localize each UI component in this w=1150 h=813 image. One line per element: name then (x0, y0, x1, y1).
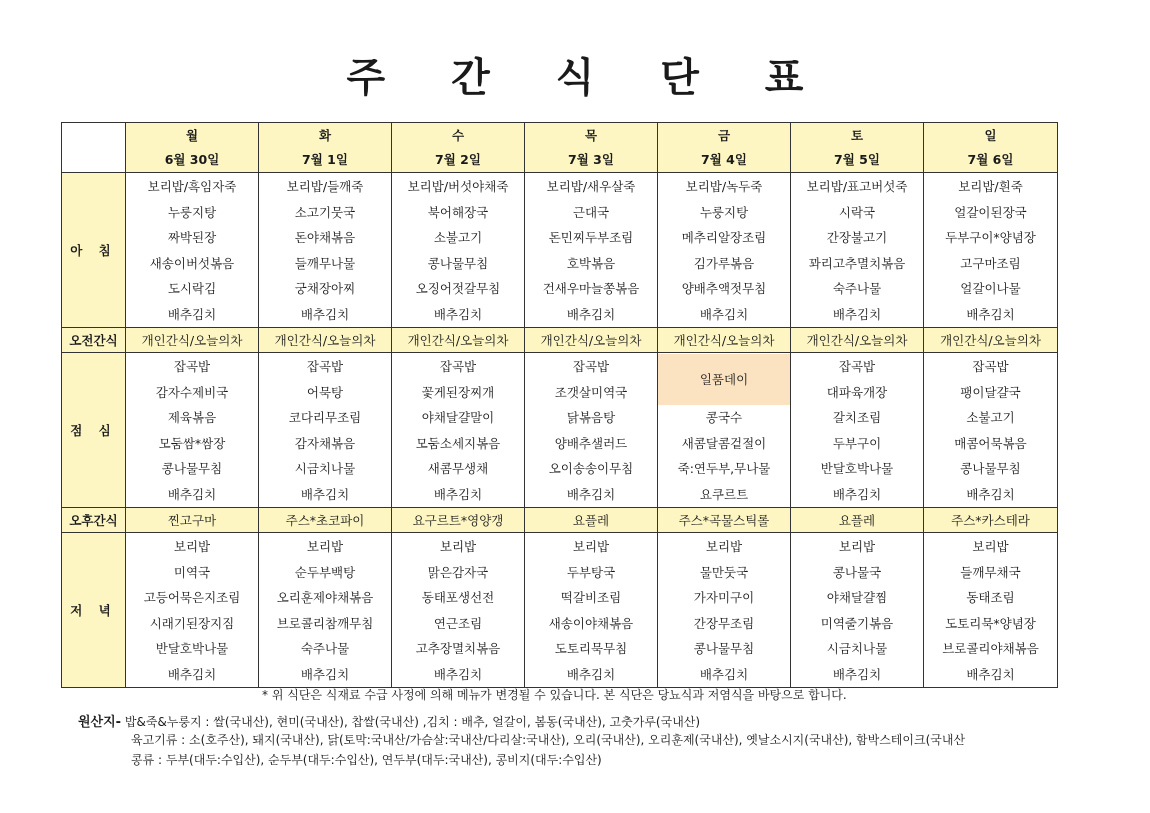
menu-item: 보리밥 (705, 539, 743, 554)
breakfast-cell (525, 173, 658, 328)
day-header (658, 123, 791, 173)
dinner-cell (658, 533, 791, 688)
menu-item: 고등어묵은지조림 (143, 590, 241, 605)
day-header (791, 123, 924, 173)
menu-item: 간장무조림 (693, 615, 755, 631)
menu-item: 브로콜리참깨무침 (276, 615, 374, 631)
dinner-row (62, 533, 1058, 688)
menu-item: 얼갈이된장국 (954, 204, 1027, 220)
menu-item: 배추김치 (966, 666, 1015, 682)
menu-item: 닭볶음탕 (566, 410, 616, 425)
menu-change-note: * 위 식단은 식재료 수급 사정에 의해 메뉴가 변경될 수 있습니다. 본 식단은 당뇨식과 저염식을 바탕으로 합니다. (262, 688, 847, 702)
breakfast-cell (658, 173, 791, 328)
breakfast-cell (126, 173, 259, 328)
menu-item: 보리밥 (439, 539, 477, 554)
day-of-week: 월 (185, 127, 199, 143)
menu-item: 감자채볶음 (294, 435, 356, 451)
menu-item: 들깨무나물 (294, 255, 356, 271)
menu-item: 보리밥 (306, 539, 344, 554)
pm-snack-row (62, 508, 1058, 533)
lunch-cell (791, 353, 924, 508)
am-snack-cell: 개인간식/오늘의차 (791, 328, 924, 353)
menu-item: 보리밥 (173, 539, 211, 554)
menu-item: 배추김치 (433, 306, 483, 322)
menu-item: 배추김치 (300, 486, 350, 502)
menu-item: 요쿠르트 (699, 486, 749, 502)
menu-item: 배추김치 (167, 306, 217, 322)
menu-item: 죽:연두부,무나물 (677, 461, 771, 476)
origin-line-1 (78, 711, 700, 730)
menu-item: 팽이달걀국 (960, 384, 1021, 400)
menu-item: 보리밥/녹두죽 (685, 179, 763, 194)
menu-item: 배추김치 (966, 306, 1015, 322)
menu-item: 숙주나물 (832, 281, 882, 296)
day-header (525, 123, 658, 173)
dinner-cell (126, 533, 259, 688)
menu-item: 반달호박나물 (155, 641, 229, 656)
lunch-cell (126, 353, 259, 508)
menu-item: 잡곡밥 (838, 359, 876, 374)
weekly-menu-table (61, 122, 1058, 688)
menu-item: 오리훈제야채볶음 (276, 590, 374, 605)
menu-item: 숙주나물 (300, 641, 350, 656)
lunch-label: 점 심 (62, 353, 126, 508)
day-of-week: 수 (451, 127, 465, 143)
menu-item: 두부구이*양념장 (945, 230, 1036, 245)
origin-beans: 콩류 : 두부(대두:수입산), 순두부(대두:수입산), 연두부(대두:국내산), 콩비지(대두:수입산) (131, 753, 602, 767)
menu-item: 맑은감자국 (427, 564, 489, 580)
menu-item: 가자미구이 (693, 590, 755, 605)
menu-item: 새송이버섯볶음 (149, 255, 235, 271)
day-date: 7월 1일 (302, 151, 348, 167)
menu-item: 배추김치 (433, 486, 483, 502)
menu-item: 조갯살미역국 (554, 384, 628, 400)
menu-item: 고추장멸치볶음 (415, 641, 501, 656)
menu-item: 콩나물무침 (427, 255, 489, 271)
menu-item: 근대국 (572, 204, 610, 220)
menu-item: 배추김치 (566, 666, 616, 682)
menu-item: 반달호박나물 (820, 461, 894, 476)
am-snack-cell: 개인간식/오늘의차 (924, 328, 1058, 353)
menu-item: 꽃게된장찌개 (421, 384, 495, 400)
menu-item: 새콤무생채 (427, 461, 489, 476)
menu-item: 배추김치 (699, 666, 749, 682)
menu-item: 떡갈비조림 (560, 590, 622, 605)
menu-item: 누룽지탕 (167, 204, 217, 220)
am-snack-cell: 개인간식/오늘의차 (658, 328, 791, 353)
day-header (924, 123, 1058, 173)
menu-item: 소불고기 (433, 230, 483, 245)
menu-item: 새콤달콤겉절이 (681, 435, 767, 451)
menu-item: 코다리무조림 (288, 410, 362, 425)
menu-item: 시래기된장지짐 (149, 615, 235, 631)
dinner-cell (259, 533, 392, 688)
menu-item: 미역줄기볶음 (820, 615, 894, 631)
menu-item: 도시락김 (167, 281, 217, 296)
menu-item: 시금치나물 (826, 641, 888, 656)
pm-snack-cell: 요플레 (791, 508, 924, 533)
menu-item: 소고기뭇국 (294, 204, 356, 220)
menu-item: 두부탕국 (566, 564, 616, 580)
menu-item: 배추김치 (566, 486, 616, 502)
lunch-cell (525, 353, 658, 508)
menu-item: 보리밥/흰죽 (958, 179, 1023, 194)
menu-item: 고구마조림 (960, 255, 1021, 271)
breakfast-cell (791, 173, 924, 328)
pm-snack-cell: 요구르트*영양갱 (392, 508, 525, 533)
am-snack-cell: 개인간식/오늘의차 (259, 328, 392, 353)
menu-item: 모둠소세지볶음 (415, 435, 501, 451)
day-date: 7월 5일 (834, 151, 880, 167)
menu-item: 야채달걀찜 (826, 590, 888, 605)
day-date: 7월 2일 (435, 151, 481, 167)
menu-item: 배추김치 (167, 666, 217, 682)
lunch-cell (259, 353, 392, 508)
menu-item: 배추김치 (966, 486, 1015, 502)
menu-item: 갈치조림 (832, 410, 882, 425)
menu-item: 보리밥/흑임자죽 (147, 179, 237, 194)
breakfast-row (62, 173, 1058, 328)
menu-item: 어묵탕 (306, 384, 344, 400)
pm-snack-label: 오후간식 (62, 508, 126, 533)
lunch-cell (392, 353, 525, 508)
menu-item: 도토리묵무침 (554, 641, 628, 656)
menu-item: 누룽지탕 (699, 204, 749, 220)
menu-item: 양배추샐러드 (554, 435, 628, 451)
day-date: 7월 4일 (701, 151, 747, 167)
menu-item: 배추김치 (832, 306, 882, 322)
day-of-week: 일 (984, 127, 997, 143)
menu-item: 연근조림 (433, 615, 483, 631)
dinner-cell (924, 533, 1058, 688)
menu-item: 잡곡밥 (306, 359, 344, 374)
lunch-cell (924, 353, 1058, 508)
menu-item: 오이송송이무침 (548, 461, 634, 476)
menu-item: 보리밥/버섯야채죽 (407, 179, 509, 194)
page-title: 주 간 식 단 표 (346, 55, 830, 101)
menu-item: 보리밥 (572, 539, 610, 554)
menu-item: 배추김치 (300, 666, 350, 682)
menu-item: 배추김치 (699, 306, 749, 322)
menu-item: 잡곡밥 (572, 359, 610, 374)
menu-item: 대파육개장 (826, 384, 888, 400)
menu-item: 메추리알장조림 (681, 230, 767, 245)
day-header (259, 123, 392, 173)
menu-item: 잡곡밥 (972, 359, 1009, 374)
origin-meat: 육고기류 : 소(호주산), 돼지(국내산), 닭(토막:국내산/가슴살:국내산/다리살:국내산), 오리(국내산), 오리훈제(국내산), 옛날소시지(국내산), 함박스테이크(국내산 (131, 733, 966, 747)
menu-item: 배추김치 (832, 486, 882, 502)
menu-item: 콩나물무침 (960, 461, 1021, 476)
menu-item: 시금치나물 (294, 461, 356, 476)
menu-item: 일품데이 (658, 354, 790, 405)
origin-label: 원산지- (78, 715, 122, 730)
menu-item: 배추김치 (832, 666, 882, 682)
am-snack-cell: 개인간식/오늘의차 (392, 328, 525, 353)
menu-item: 브로콜리야채볶음 (942, 641, 1039, 656)
menu-item: 시락국 (838, 204, 876, 220)
menu-item: 배추김치 (167, 486, 217, 502)
menu-item: 북어해장국 (427, 204, 489, 220)
lunch-cell (658, 353, 791, 508)
menu-item: 잡곡밥 (173, 359, 211, 374)
menu-item: 야채달걀말이 (421, 410, 495, 425)
breakfast-cell (259, 173, 392, 328)
day-of-week: 금 (717, 127, 731, 143)
day-date: 7월 3일 (568, 151, 614, 167)
menu-item: 짜박된장 (167, 230, 217, 245)
day-of-week: 화 (318, 127, 332, 143)
day-header (126, 123, 259, 173)
menu-item: 돈야채볶음 (294, 230, 356, 245)
menu-item: 도토리묵*양념장 (945, 615, 1036, 631)
menu-item: 콩나물무침 (161, 461, 223, 476)
menu-item: 보리밥 (838, 539, 876, 554)
menu-item: 배추김치 (300, 306, 350, 322)
menu-item: 김가루볶음 (693, 255, 755, 271)
day-date: 7월 6일 (967, 151, 1014, 167)
menu-item: 보리밥/들깨죽 (286, 179, 364, 194)
menu-item: 제육볶음 (167, 410, 217, 425)
dinner-cell (791, 533, 924, 688)
menu-item: 모둠쌈*쌈장 (158, 435, 226, 451)
breakfast-cell (924, 173, 1058, 328)
menu-item: 순두부백탕 (294, 564, 356, 580)
menu-item: 보리밥/표고버섯죽 (806, 179, 908, 194)
menu-item: 콩국수 (705, 410, 743, 425)
am-snack-cell: 개인간식/오늘의차 (126, 328, 259, 353)
pm-snack-cell: 요플레 (525, 508, 658, 533)
menu-item: 궁채장아찌 (294, 281, 356, 296)
dinner-cell (392, 533, 525, 688)
origin-rice-kimchi: 밥&죽&누룽지 : 쌀(국내산), 현미(국내산), 찹쌀(국내산) ,김치 : 배추, 얼갈이, 봄동(국내산), 고춧가루(국내산) (124, 715, 701, 729)
menu-item: 얼갈이나물 (960, 281, 1021, 296)
day-date: 6월 30일 (164, 151, 220, 167)
menu-item: 양배추액젓무침 (681, 281, 767, 296)
pm-snack-cell: 주스*카스테라 (924, 508, 1058, 533)
pm-snack-cell: 주스*초코파이 (259, 508, 392, 533)
lunch-row (62, 353, 1058, 508)
am-snack-cell: 개인간식/오늘의차 (525, 328, 658, 353)
menu-item: 건새우마늘쫑볶음 (542, 281, 640, 296)
day-of-week: 토 (850, 127, 864, 143)
day-of-week: 목 (584, 127, 598, 143)
menu-item: 새송이야채볶음 (548, 615, 634, 631)
menu-item: 보리밥 (972, 539, 1009, 554)
menu-item: 매콤어묵볶음 (954, 435, 1027, 451)
menu-item: 보리밥/새우살죽 (546, 179, 636, 194)
menu-item: 간장불고기 (826, 230, 888, 245)
dinner-cell (525, 533, 658, 688)
menu-item: 꽈리고추멸치볶음 (808, 255, 906, 271)
menu-item: 오징어젓갈무침 (415, 281, 501, 296)
menu-item: 물만둣국 (699, 564, 749, 580)
pm-snack-cell: 찐고구마 (126, 508, 259, 533)
menu-item: 배추김치 (433, 666, 483, 682)
breakfast-label: 아 침 (62, 173, 126, 328)
menu-item: 동태조림 (966, 590, 1015, 605)
corner-cell (62, 123, 126, 173)
day-header (392, 123, 525, 173)
menu-item: 감자수제비국 (155, 384, 229, 400)
menu-item: 소불고기 (966, 410, 1015, 425)
menu-item: 들깨무채국 (960, 564, 1021, 580)
menu-item: 잡곡밥 (439, 359, 477, 374)
menu-item: 콩나물무침 (693, 641, 755, 656)
pm-snack-cell: 주스*곡물스틱롤 (658, 508, 791, 533)
menu-item: 동태포생선전 (421, 590, 495, 605)
menu-item: 미역국 (173, 564, 211, 580)
dinner-label: 저 녁 (62, 533, 126, 688)
menu-item: 배추김치 (566, 306, 616, 322)
am-snack-row (62, 328, 1058, 353)
menu-item: 콩나물국 (832, 564, 882, 580)
breakfast-cell (392, 173, 525, 328)
am-snack-label: 오전간식 (62, 328, 126, 353)
menu-item: 호박볶음 (566, 255, 616, 271)
menu-item: 돈민찌두부조림 (548, 230, 634, 245)
menu-item: 두부구이 (832, 435, 882, 451)
